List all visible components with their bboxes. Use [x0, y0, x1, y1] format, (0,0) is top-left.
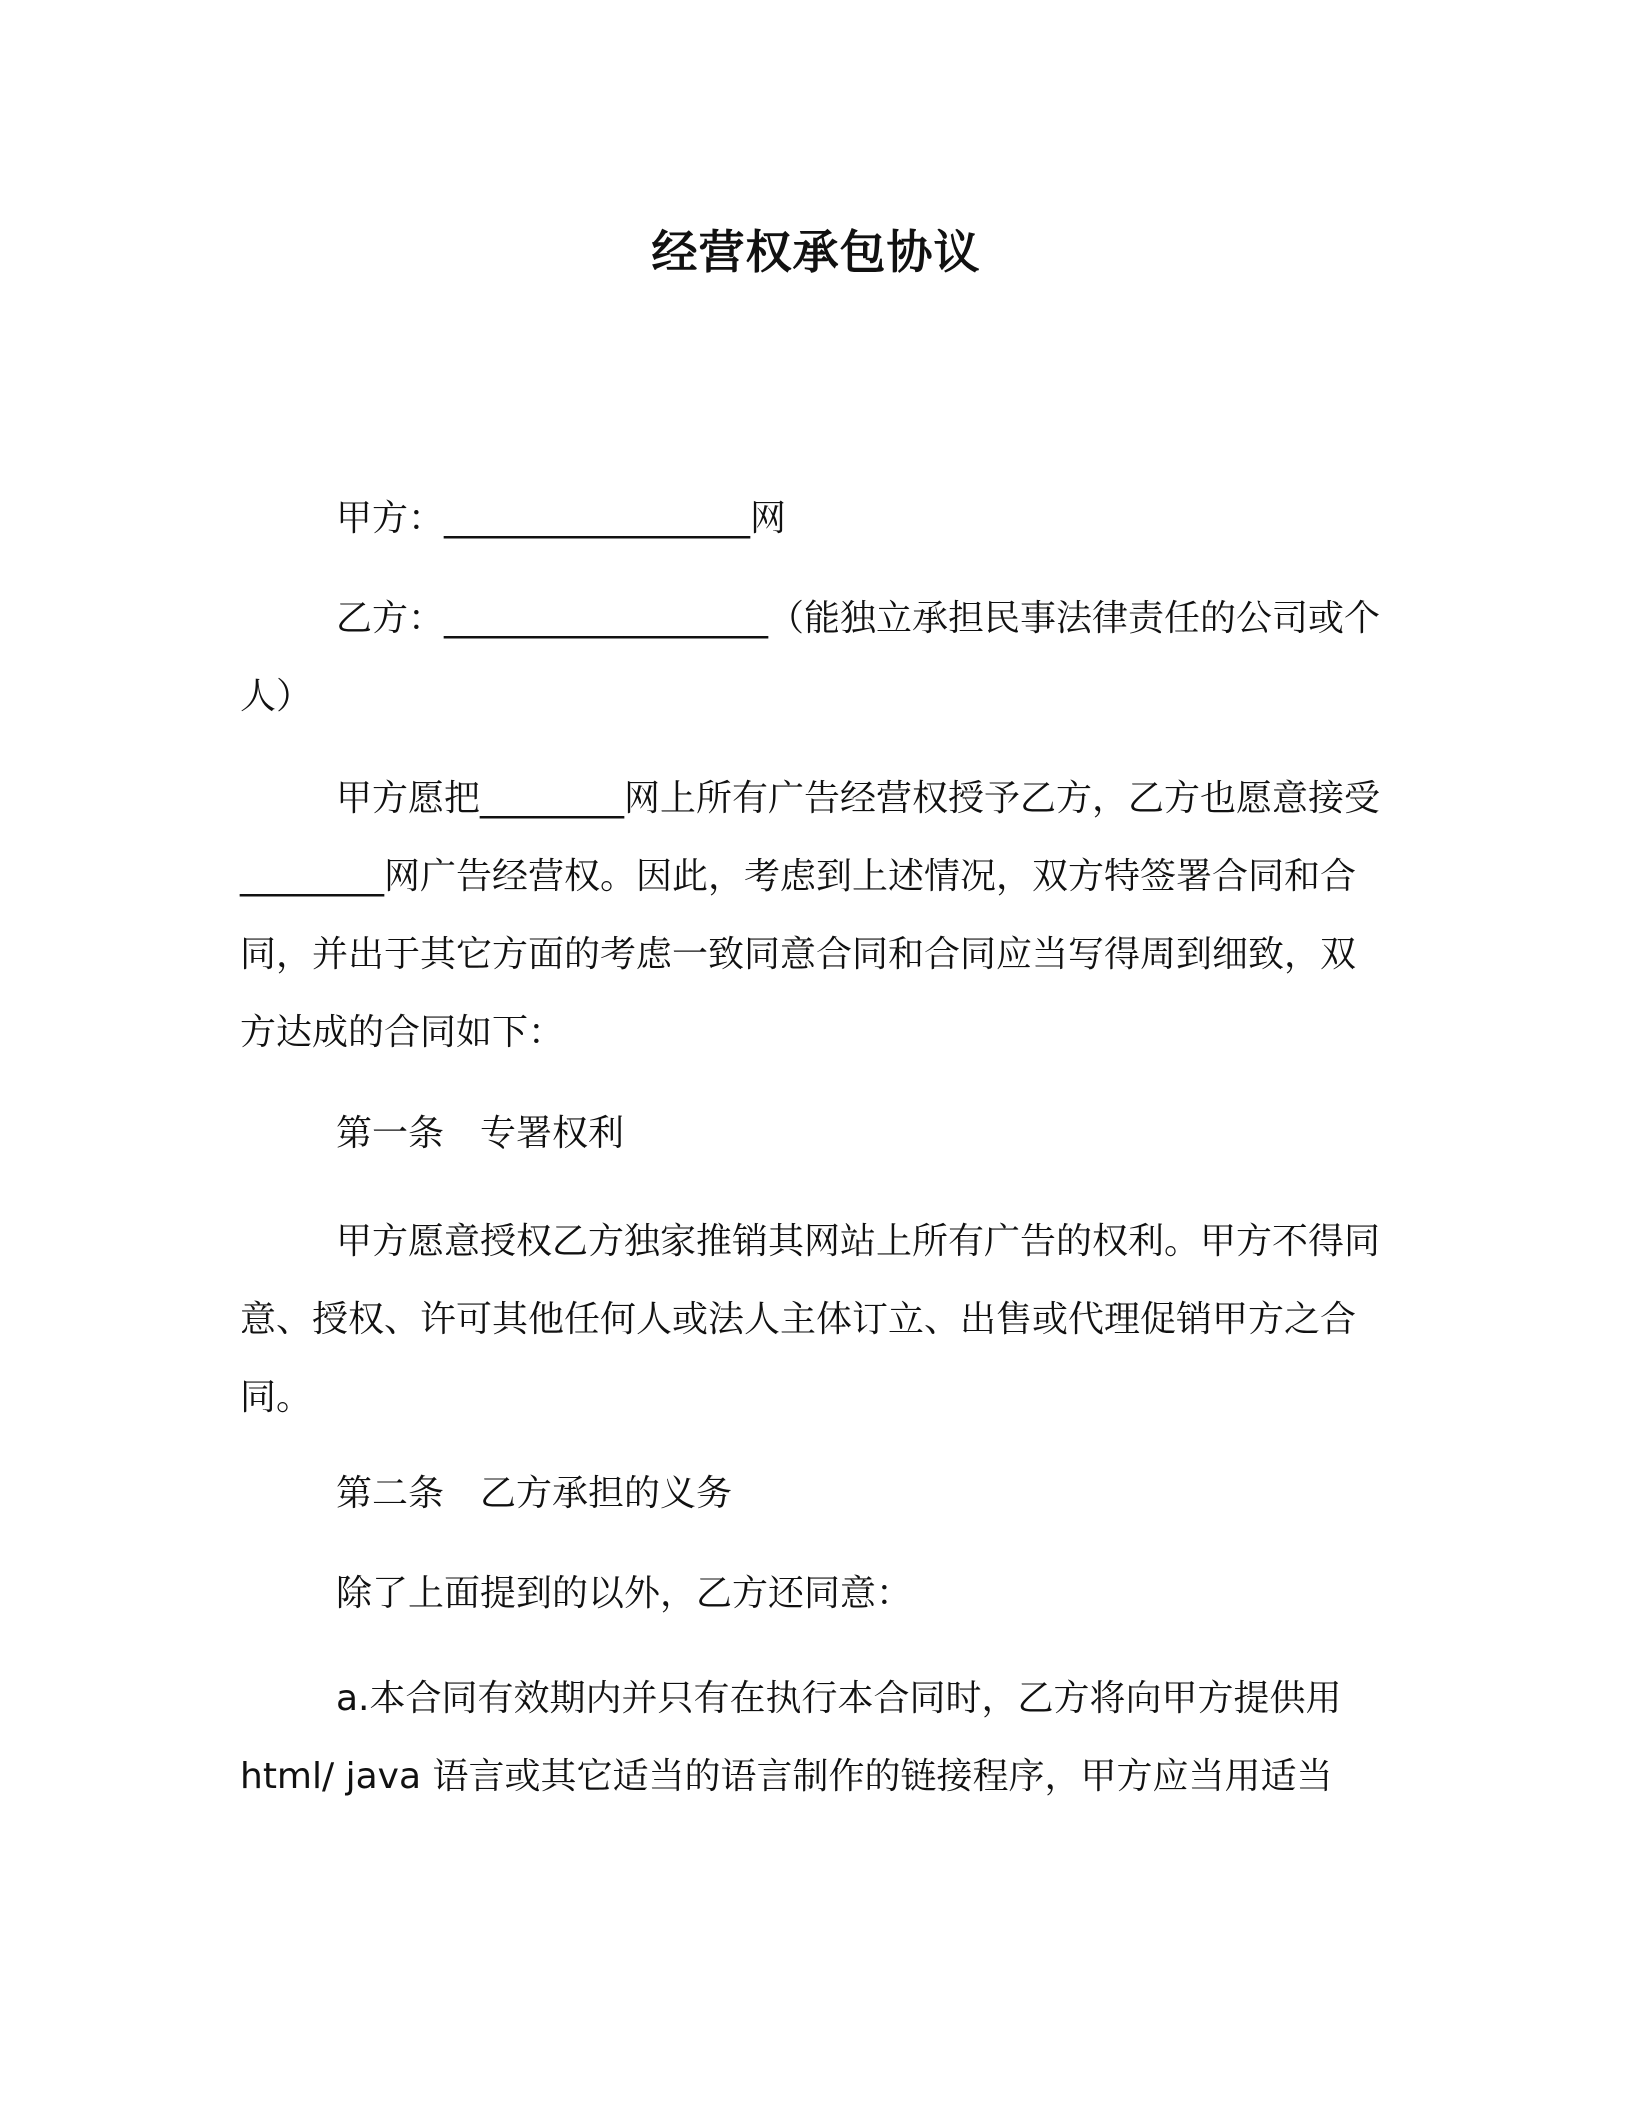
article1-text: 甲方愿意授权乙方独家推销其网站上所有广告的权利。甲方不得同意、授权、许可其他任何人或法人主体订立、出售或代理促销甲方之合同。: [240, 1221, 1381, 1418]
article1-heading: 第一条 专署权利: [336, 1113, 625, 1154]
document-title: 经营权承包协议: [651, 225, 981, 279]
party-b-text: 乙方：__________________（能独立承担民事法律责任的公司或个人）: [240, 598, 1381, 717]
preamble-paragraph: [240, 760, 1380, 1072]
article2-heading: 第二条 乙方承担的义务: [336, 1473, 733, 1514]
article2-item-a-text: a.本合同有效期内并只有在执行本合同时，乙方将向甲方提供用html/ java 语言或其它适当的语言制作的链接程序，甲方应当用适当: [240, 1678, 1342, 1797]
party-b-paragraph: [240, 580, 1380, 736]
party-a-line: 甲方：_________________网: [336, 498, 787, 539]
article1-paragraph: [240, 1203, 1380, 1437]
article2-item-a-paragraph: [240, 1660, 1380, 1816]
article2-intro: 除了上面提到的以外，乙方还同意：: [336, 1573, 913, 1614]
preamble-text: 甲方愿把________网上所有广告经营权授予乙方，乙方也愿意接受________网广告经营权。因此，考虑到上述情况，双方特签署合同和合同，并出于其它方面的考虑一致同意合同和合同应当写得周到细致，双方达成的合同如下：: [240, 778, 1381, 1053]
